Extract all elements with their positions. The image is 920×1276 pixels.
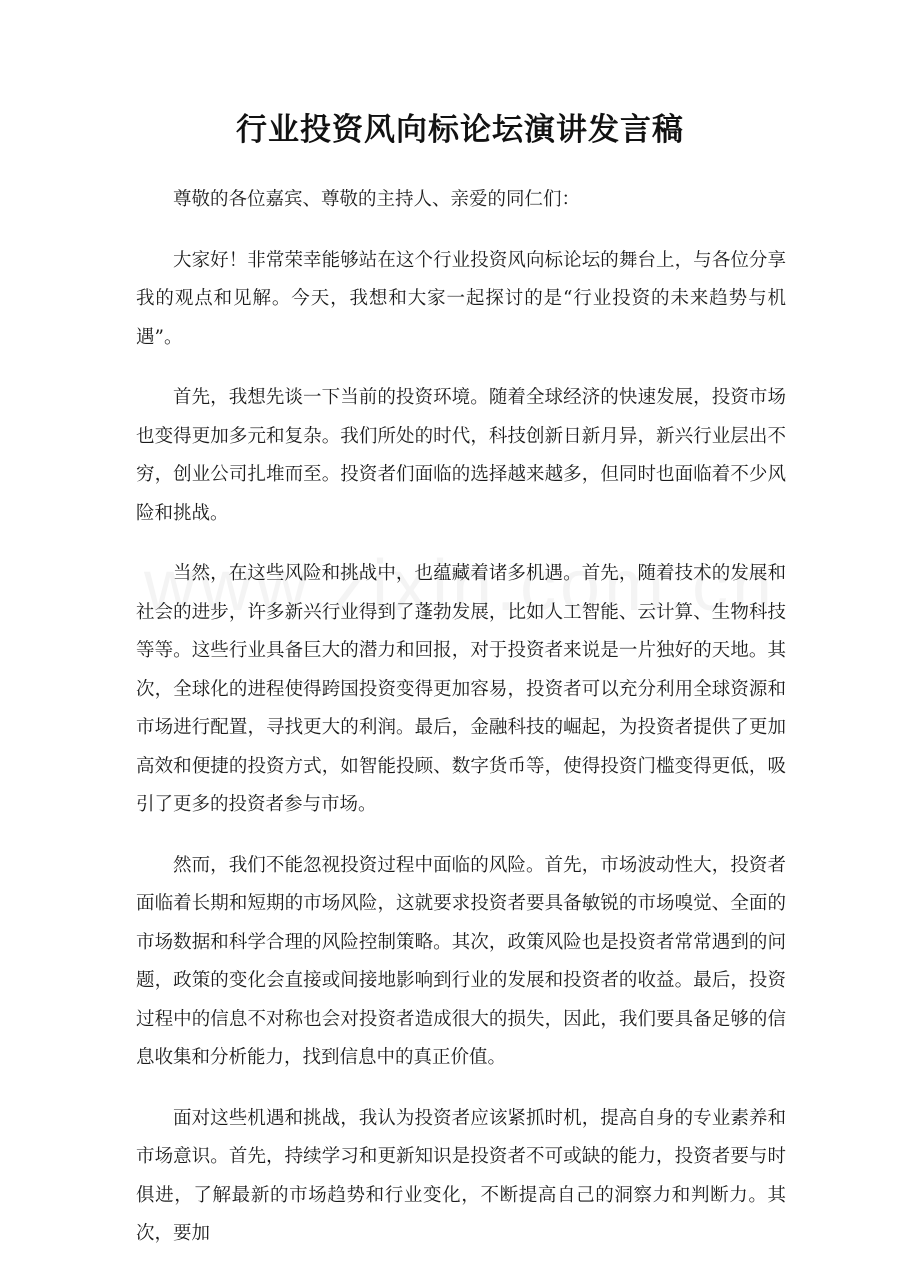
document-body xyxy=(136,181,786,1276)
paragraph-response: 面对这些机遇和挑战，我认为投资者应该紧抓时机，提高自身的专业素养和市场意识。首先，持续学习和更新知识是投资者不可或缺的能力，投资者要与时俱进，了解最新的市场趋势和行业变化，不断提高自己的洞察力和判断力。其次，要加 xyxy=(136,1107,786,1244)
paragraph-opportunities: 当然，在这些风险和挑战中，也蕴藏着诸多机遇。首先，随着技术的发展和社会的进步，许多新兴行业得到了蓬勃发展，比如人工智能、云计算、生物科技等等。这些行业具备巨大的潜力和回报，对于投资者来说是一片独好的天地。其次，全球化的进程使得跨国投资变得更加容易，投资者可以充分利用全球资源和市场进行配置，寻找更大的利润。最后，金融科技的崛起，为投资者提供了更加高效和便捷的投资方式，如智能投顾、数字货币等，使得投资门槛变得更低，吸引了更多的投资者参与市场。 xyxy=(136,563,786,815)
document-title: 行业投资风向标论坛演讲发言稿 xyxy=(236,112,684,148)
paragraph-risks: 然而，我们不能忽视投资过程中面临的风险。首先，市场波动性大，投资者面临着长期和短期的市场风险，这就要求投资者要具备敏锐的市场嗅觉、全面的市场数据和科学合理的风险控制策略。其次，政策风险也是投资者常常遇到的问题，政策的变化会直接或间接地影响到行业的发展和投资者的收益。最后，投资过程中的信息不对称也会对投资者造成很大的损失，因此，我们要具备足够的信息收集和分析能力，找到信息中的真正价值。 xyxy=(136,854,786,1068)
paragraph-greeting: 尊敬的各位嘉宾、尊敬的主持人、亲爱的同仁们： xyxy=(173,189,581,210)
paragraph-opening: 大家好！非常荣幸能够站在这个行业投资风向标论坛的舞台上，与各位分享我的观点和见解。今天，我想和大家一起探讨的是“行业投资的未来趋势与机遇”。 xyxy=(136,249,786,348)
paragraph-environment: 首先，我想先谈一下当前的投资环境。随着全球经济的快速发展，投资市场也变得更加多元和复杂。我们所处的时代，科技创新日新月异，新兴行业层出不穷，创业公司扎堆而至。投资者们面临的选择越来越多，但同时也面临着不少风险和挑战。 xyxy=(136,387,786,524)
